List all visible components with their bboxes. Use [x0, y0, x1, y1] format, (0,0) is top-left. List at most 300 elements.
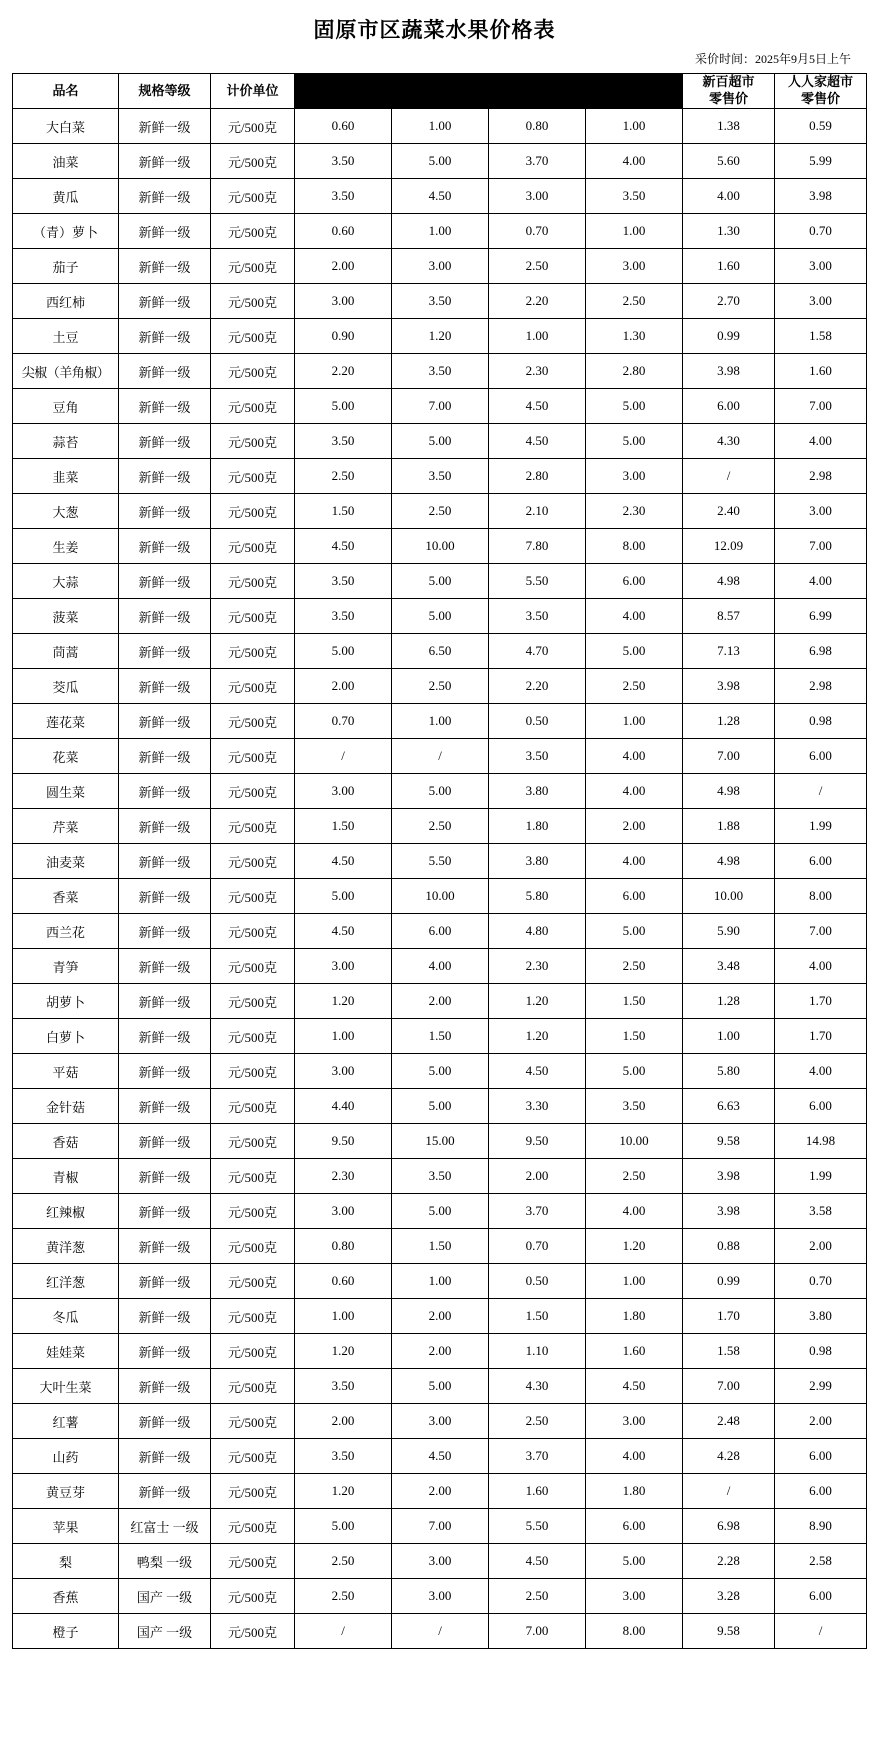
cell-unit: 元/500克 [211, 179, 295, 214]
cell-price-4: 2.50 [586, 284, 683, 319]
cell-price-5: 4.98 [683, 564, 775, 599]
cell-unit: 元/500克 [211, 109, 295, 144]
cell-price-2: 3.50 [392, 284, 489, 319]
cell-spec: 新鲜一级 [119, 354, 211, 389]
cell-spec: 新鲜一级 [119, 914, 211, 949]
cell-price-3: 7.00 [489, 1614, 586, 1649]
cell-unit: 元/500克 [211, 844, 295, 879]
cell-product-name: 大叶生菜 [13, 1369, 119, 1404]
table-row [13, 1299, 867, 1334]
cell-price-3: 3.80 [489, 844, 586, 879]
cell-product-name: 黄洋葱 [13, 1229, 119, 1264]
cell-price-1: 2.20 [295, 354, 392, 389]
cell-unit: 元/500克 [211, 1474, 295, 1509]
cell-product-name: （青）萝卜 [13, 214, 119, 249]
cell-price-6: 2.98 [775, 459, 867, 494]
cell-product-name: 西红柿 [13, 284, 119, 319]
cell-price-6: 1.99 [775, 809, 867, 844]
cell-price-4: 3.00 [586, 459, 683, 494]
cell-price-2: 4.50 [392, 1439, 489, 1474]
cell-price-6: 4.00 [775, 949, 867, 984]
cell-price-4: 1.50 [586, 1019, 683, 1054]
cell-price-3: 3.70 [489, 1439, 586, 1474]
header-redacted-1 [295, 74, 392, 109]
cell-price-4: 4.00 [586, 599, 683, 634]
cell-unit: 元/500克 [211, 1054, 295, 1089]
cell-spec: 新鲜一级 [119, 214, 211, 249]
cell-product-name: 青笋 [13, 949, 119, 984]
cell-price-6: 4.00 [775, 564, 867, 599]
cell-price-6: 6.98 [775, 634, 867, 669]
cell-unit: 元/500克 [211, 914, 295, 949]
cell-spec: 新鲜一级 [119, 1474, 211, 1509]
cell-price-6: 6.00 [775, 1474, 867, 1509]
cell-product-name: 大白菜 [13, 109, 119, 144]
cell-price-3: 0.50 [489, 704, 586, 739]
cell-product-name: 大葱 [13, 494, 119, 529]
cell-price-4: 1.50 [586, 984, 683, 1019]
cell-price-2: 5.00 [392, 1194, 489, 1229]
cell-price-4: 3.00 [586, 249, 683, 284]
cell-unit: 元/500克 [211, 1229, 295, 1264]
cell-price-5: / [683, 1474, 775, 1509]
cell-price-6: 14.98 [775, 1124, 867, 1159]
cell-spec: 新鲜一级 [119, 319, 211, 354]
cell-price-5: 3.48 [683, 949, 775, 984]
cell-price-6: 1.60 [775, 354, 867, 389]
cell-price-4: 3.50 [586, 179, 683, 214]
cell-price-6: 3.00 [775, 494, 867, 529]
cell-price-1: 1.50 [295, 494, 392, 529]
cell-product-name: 梨 [13, 1544, 119, 1579]
cell-unit: 元/500克 [211, 949, 295, 984]
table-row [13, 1159, 867, 1194]
cell-price-4: 2.00 [586, 809, 683, 844]
cell-price-3: 2.50 [489, 1579, 586, 1614]
cell-price-5: 4.98 [683, 774, 775, 809]
cell-price-5: 7.00 [683, 1369, 775, 1404]
cell-spec: 新鲜一级 [119, 1334, 211, 1369]
cell-price-3: 4.50 [489, 1054, 586, 1089]
cell-product-name: 莲花菜 [13, 704, 119, 739]
cell-price-4: 3.50 [586, 1089, 683, 1124]
cell-price-2: 5.00 [392, 1054, 489, 1089]
cell-unit: 元/500克 [211, 1544, 295, 1579]
cell-price-6: 6.00 [775, 1439, 867, 1474]
cell-price-2: 2.00 [392, 1334, 489, 1369]
cell-product-name: 圆生菜 [13, 774, 119, 809]
cell-price-2: 3.50 [392, 1159, 489, 1194]
table-row [13, 144, 867, 179]
cell-price-2: 1.00 [392, 214, 489, 249]
cell-price-6: 7.00 [775, 529, 867, 564]
cell-price-1: 0.60 [295, 214, 392, 249]
cell-price-5: 2.48 [683, 1404, 775, 1439]
header-unit: 计价单位 [211, 74, 295, 109]
cell-price-4: 6.00 [586, 879, 683, 914]
table-row [13, 1264, 867, 1299]
cell-price-2: 10.00 [392, 879, 489, 914]
table-row [13, 634, 867, 669]
cell-price-6: 1.99 [775, 1159, 867, 1194]
table-body [13, 109, 867, 1649]
cell-unit: 元/500克 [211, 319, 295, 354]
cell-price-5: 9.58 [683, 1124, 775, 1159]
table-row [13, 529, 867, 564]
cell-price-4: 2.50 [586, 949, 683, 984]
cell-price-3: 5.80 [489, 879, 586, 914]
cell-unit: 元/500克 [211, 564, 295, 599]
cell-product-name: 红辣椒 [13, 1194, 119, 1229]
table-row [13, 669, 867, 704]
page-title: 固原市区蔬菜水果价格表 [313, 18, 556, 42]
cell-price-1: 1.00 [295, 1299, 392, 1334]
cell-spec: 新鲜一级 [119, 1054, 211, 1089]
cell-price-4: 4.00 [586, 739, 683, 774]
table-row [13, 879, 867, 914]
cell-price-2: 5.00 [392, 1369, 489, 1404]
cell-price-5: 1.70 [683, 1299, 775, 1334]
cell-price-2: 2.00 [392, 984, 489, 1019]
cell-price-2: 3.50 [392, 459, 489, 494]
cell-price-1: 3.00 [295, 1194, 392, 1229]
cell-price-6: 3.80 [775, 1299, 867, 1334]
table-row [13, 1124, 867, 1159]
cell-price-5: 6.00 [683, 389, 775, 424]
cell-price-4: 8.00 [586, 529, 683, 564]
cell-price-5: 5.60 [683, 144, 775, 179]
cell-price-6: / [775, 1614, 867, 1649]
cell-spec: 新鲜一级 [119, 179, 211, 214]
table-row [13, 1369, 867, 1404]
cell-price-2: 7.00 [392, 1509, 489, 1544]
cell-price-1: 3.00 [295, 284, 392, 319]
cell-price-5: / [683, 459, 775, 494]
cell-price-2: 3.00 [392, 249, 489, 284]
cell-product-name: 韭菜 [13, 459, 119, 494]
header-store-xinbai-line1: 新百超市 [702, 74, 755, 90]
cell-price-4: 5.00 [586, 424, 683, 459]
cell-unit: 元/500克 [211, 879, 295, 914]
cell-price-2: 10.00 [392, 529, 489, 564]
cell-spec: 新鲜一级 [119, 1194, 211, 1229]
cell-price-5: 0.99 [683, 1264, 775, 1299]
cell-price-2: / [392, 1614, 489, 1649]
cell-spec: 新鲜一级 [119, 1369, 211, 1404]
cell-price-4: 1.80 [586, 1299, 683, 1334]
cell-price-1: 2.50 [295, 459, 392, 494]
cell-price-1: 3.00 [295, 949, 392, 984]
header-redacted-3 [489, 74, 586, 109]
cell-product-name: 金针菇 [13, 1089, 119, 1124]
table-row [13, 599, 867, 634]
cell-price-4: 4.00 [586, 144, 683, 179]
cell-price-2: 4.50 [392, 179, 489, 214]
cell-price-5: 4.00 [683, 179, 775, 214]
cell-spec: 新鲜一级 [119, 1089, 211, 1124]
table-row [13, 494, 867, 529]
cell-unit: 元/500克 [211, 249, 295, 284]
cell-price-1: 3.50 [295, 1369, 392, 1404]
cell-price-4: 1.60 [586, 1334, 683, 1369]
table-row [13, 984, 867, 1019]
cell-price-6: 6.99 [775, 599, 867, 634]
cell-price-6: 0.98 [775, 704, 867, 739]
cell-product-name: 茼蒿 [13, 634, 119, 669]
cell-price-1: 3.50 [295, 1439, 392, 1474]
cell-spec: 新鲜一级 [119, 1264, 211, 1299]
cell-price-3: 1.80 [489, 809, 586, 844]
table-row [13, 1439, 867, 1474]
table-row [13, 1194, 867, 1229]
cell-price-1: 2.50 [295, 1544, 392, 1579]
cell-price-1: / [295, 739, 392, 774]
cell-price-1: 0.60 [295, 109, 392, 144]
cell-price-1: 0.80 [295, 1229, 392, 1264]
cell-price-4: 1.00 [586, 109, 683, 144]
cell-product-name: 香菇 [13, 1124, 119, 1159]
cell-spec: 国产 一级 [119, 1614, 211, 1649]
cell-price-6: 7.00 [775, 389, 867, 424]
table-row [13, 774, 867, 809]
cell-price-2: 3.50 [392, 354, 489, 389]
cell-unit: 元/500克 [211, 1579, 295, 1614]
cell-product-name: 香菜 [13, 879, 119, 914]
cell-price-5: 3.98 [683, 669, 775, 704]
cell-unit: 元/500克 [211, 669, 295, 704]
cell-price-5: 1.58 [683, 1334, 775, 1369]
cell-price-2: 2.00 [392, 1474, 489, 1509]
header-store-renrenjia [775, 74, 867, 109]
cell-spec: 新鲜一级 [119, 844, 211, 879]
cell-spec: 新鲜一级 [119, 459, 211, 494]
cell-price-1: 1.50 [295, 809, 392, 844]
table-row [13, 459, 867, 494]
cell-price-2: / [392, 739, 489, 774]
cell-price-2: 5.00 [392, 599, 489, 634]
cell-price-6: 0.70 [775, 214, 867, 249]
cell-price-5: 4.28 [683, 1439, 775, 1474]
cell-spec: 新鲜一级 [119, 809, 211, 844]
cell-product-name: 香蕉 [13, 1579, 119, 1614]
cell-price-5: 4.98 [683, 844, 775, 879]
cell-price-2: 5.00 [392, 774, 489, 809]
cell-price-4: 3.00 [586, 1404, 683, 1439]
cell-spec: 新鲜一级 [119, 634, 211, 669]
cell-price-1: 5.00 [295, 389, 392, 424]
cell-unit: 元/500克 [211, 984, 295, 1019]
cell-spec: 新鲜一级 [119, 1439, 211, 1474]
cell-product-name: 白萝卜 [13, 1019, 119, 1054]
cell-price-1: 9.50 [295, 1124, 392, 1159]
cell-price-6: 3.00 [775, 249, 867, 284]
cell-unit: 元/500克 [211, 1159, 295, 1194]
price-table [12, 73, 867, 1649]
cell-price-4: 1.00 [586, 704, 683, 739]
cell-price-2: 5.00 [392, 564, 489, 599]
cell-product-name: 西兰花 [13, 914, 119, 949]
cell-unit: 元/500克 [211, 1019, 295, 1054]
cell-product-name: 芹菜 [13, 809, 119, 844]
cell-price-3: 4.70 [489, 634, 586, 669]
cell-price-6: 2.58 [775, 1544, 867, 1579]
cell-price-1: 2.30 [295, 1159, 392, 1194]
cell-price-5: 3.28 [683, 1579, 775, 1614]
cell-price-2: 5.00 [392, 144, 489, 179]
header-store-xinbai-line2: 零售价 [708, 91, 748, 106]
cell-product-name: 红洋葱 [13, 1264, 119, 1299]
table-row [13, 949, 867, 984]
table-row [13, 739, 867, 774]
cell-price-2: 2.00 [392, 1299, 489, 1334]
table-header [13, 74, 867, 109]
table-row [13, 1579, 867, 1614]
table-row [13, 809, 867, 844]
cell-unit: 元/500克 [211, 144, 295, 179]
cell-product-name: 土豆 [13, 319, 119, 354]
cell-price-3: 9.50 [489, 1124, 586, 1159]
cell-price-6: 2.00 [775, 1229, 867, 1264]
cell-price-2: 1.00 [392, 1264, 489, 1299]
cell-product-name: 大蒜 [13, 564, 119, 599]
cell-price-5: 1.00 [683, 1019, 775, 1054]
cell-price-3: 2.50 [489, 249, 586, 284]
table-row [13, 1334, 867, 1369]
cell-unit: 元/500克 [211, 214, 295, 249]
cell-price-1: 0.60 [295, 1264, 392, 1299]
cell-product-name: 茄子 [13, 249, 119, 284]
cell-price-1: 1.00 [295, 1019, 392, 1054]
cell-price-3: 1.10 [489, 1334, 586, 1369]
table-row [13, 389, 867, 424]
cell-price-2: 5.00 [392, 1089, 489, 1124]
cell-price-3: 3.80 [489, 774, 586, 809]
cell-price-1: 1.20 [295, 1474, 392, 1509]
header-store-renrenjia-line2: 零售价 [800, 91, 840, 106]
cell-price-3: 2.20 [489, 284, 586, 319]
cell-price-2: 1.00 [392, 704, 489, 739]
cell-spec: 红富士 一级 [119, 1509, 211, 1544]
cell-price-3: 0.70 [489, 1229, 586, 1264]
cell-price-5: 1.28 [683, 984, 775, 1019]
header-redacted-4 [586, 74, 683, 109]
cell-unit: 元/500克 [211, 284, 295, 319]
cell-spec: 新鲜一级 [119, 984, 211, 1019]
cell-product-name: 苹果 [13, 1509, 119, 1544]
cell-price-4: 5.00 [586, 634, 683, 669]
cell-price-3: 2.30 [489, 354, 586, 389]
cell-price-3: 4.50 [489, 389, 586, 424]
cell-price-6: 8.90 [775, 1509, 867, 1544]
cell-spec: 新鲜一级 [119, 529, 211, 564]
cell-price-1: 2.00 [295, 249, 392, 284]
cell-price-1: 3.50 [295, 179, 392, 214]
cell-spec: 新鲜一级 [119, 704, 211, 739]
cell-unit: 元/500克 [211, 389, 295, 424]
table-row [13, 109, 867, 144]
cell-price-6: 4.00 [775, 1054, 867, 1089]
cell-price-1: 3.50 [295, 564, 392, 599]
cell-price-2: 1.20 [392, 319, 489, 354]
cell-price-6: 5.99 [775, 144, 867, 179]
table-row [13, 1404, 867, 1439]
cell-price-3: 3.30 [489, 1089, 586, 1124]
header-store-xinbai [683, 74, 775, 109]
cell-price-4: 10.00 [586, 1124, 683, 1159]
cell-price-1: 3.00 [295, 1054, 392, 1089]
cell-product-name: 胡萝卜 [13, 984, 119, 1019]
table-row [13, 214, 867, 249]
cell-price-4: 5.00 [586, 1544, 683, 1579]
cell-price-3: 1.60 [489, 1474, 586, 1509]
cell-unit: 元/500克 [211, 529, 295, 564]
cell-price-5: 1.38 [683, 109, 775, 144]
cell-product-name: 油菜 [13, 144, 119, 179]
table-row [13, 354, 867, 389]
cell-price-4: 1.00 [586, 214, 683, 249]
cell-price-4: 3.00 [586, 1579, 683, 1614]
table-row [13, 914, 867, 949]
cell-price-5: 5.90 [683, 914, 775, 949]
cell-price-1: 1.20 [295, 1334, 392, 1369]
cell-spec: 新鲜一级 [119, 494, 211, 529]
cell-spec: 新鲜一级 [119, 564, 211, 599]
cell-price-5: 5.80 [683, 1054, 775, 1089]
table-row [13, 249, 867, 284]
cell-price-1: 5.00 [295, 879, 392, 914]
cell-price-2: 3.00 [392, 1544, 489, 1579]
cell-product-name: 尖椒（羊角椒） [13, 354, 119, 389]
cell-price-3: 2.50 [489, 1404, 586, 1439]
cell-price-6: 1.70 [775, 1019, 867, 1054]
cell-price-2: 2.50 [392, 809, 489, 844]
cell-price-3: 7.80 [489, 529, 586, 564]
survey-time: 采价时间：2025年9月5日上午 [694, 52, 851, 66]
cell-price-6: 1.58 [775, 319, 867, 354]
cell-price-5: 3.98 [683, 1159, 775, 1194]
cell-price-4: 2.50 [586, 669, 683, 704]
header-spec: 规格等级 [119, 74, 211, 109]
cell-price-4: 2.50 [586, 1159, 683, 1194]
cell-price-6: 3.58 [775, 1194, 867, 1229]
cell-price-3: 2.00 [489, 1159, 586, 1194]
cell-unit: 元/500克 [211, 1509, 295, 1544]
cell-price-5: 4.30 [683, 424, 775, 459]
cell-unit: 元/500克 [211, 599, 295, 634]
table-row [13, 564, 867, 599]
cell-product-name: 黄豆芽 [13, 1474, 119, 1509]
cell-spec: 新鲜一级 [119, 249, 211, 284]
cell-price-4: 4.00 [586, 774, 683, 809]
cell-price-1: / [295, 1614, 392, 1649]
cell-price-5: 0.88 [683, 1229, 775, 1264]
cell-price-2: 5.50 [392, 844, 489, 879]
cell-spec: 新鲜一级 [119, 949, 211, 984]
cell-unit: 元/500克 [211, 1124, 295, 1159]
cell-spec: 新鲜一级 [119, 599, 211, 634]
cell-unit: 元/500克 [211, 494, 295, 529]
cell-price-3: 1.20 [489, 984, 586, 1019]
cell-spec: 新鲜一级 [119, 1404, 211, 1439]
cell-product-name: 生姜 [13, 529, 119, 564]
cell-price-6: 3.00 [775, 284, 867, 319]
cell-price-4: 2.30 [586, 494, 683, 529]
cell-price-6: 2.00 [775, 1404, 867, 1439]
cell-unit: 元/500克 [211, 1334, 295, 1369]
cell-price-5: 1.28 [683, 704, 775, 739]
cell-price-3: 1.20 [489, 1019, 586, 1054]
cell-price-2: 3.00 [392, 1579, 489, 1614]
